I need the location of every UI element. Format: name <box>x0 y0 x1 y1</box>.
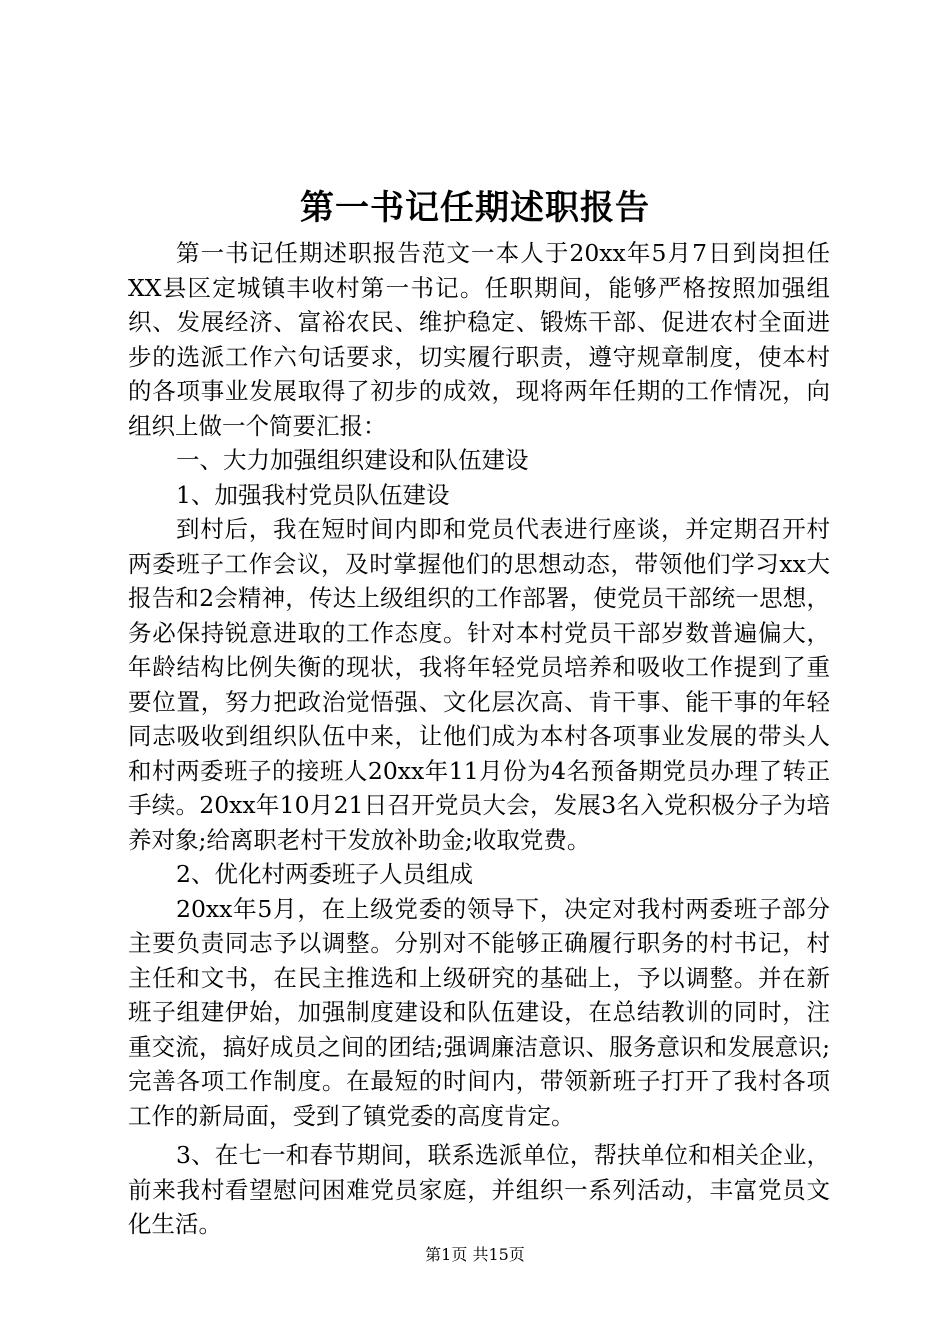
paragraph-holiday-activities: 3、在七一和春节期间，联系选派单位，帮扶单位和相关企业，前来我村看望慰问困难党员家庭，并组织一系列活动，丰富党员文化生活。 <box>128 1141 830 1238</box>
page-number-footer: 第1页 共15页 <box>425 1245 525 1264</box>
subsection-heading-1: 1、加强我村党员队伍建设 <box>176 480 450 509</box>
document-title: 第一书记任期述职报告 <box>300 188 650 228</box>
paragraph-party-building: 到村后，我在短时间内即和党员代表进行座谈，并定期召开村两委班子工作会议，及时掌握他们的思想动态，带领他们学习xx大报告和2会精神，传达上级组织的工作部署，使党员干部统一思想，务必保持锐意进取的工作态度。针对本村党员干部岁数普遍偏大，年龄结构比例失衡的现状，我将年轻党员培养和吸收工作提到了重要位置，努力把政治觉悟强、文化层次高、肯干事、能干事的年轻同志吸收到组织队伍中来，让他们成为本村各项事业发展的带头人和村两委班子的接班人20xx年11月份为4名预备期党员办理了转正手续。20xx年10月21日召开党员大会，发展3名入党积极分子为培养对象;给离职老村干发放补助金;收取党费。 <box>128 515 830 854</box>
document-body <box>128 236 830 1242</box>
section-heading-1: 一、大力加强组织建设和队伍建设 <box>176 446 529 474</box>
paragraph-committee-adjustment: 20xx年5月，在上级党委的领导下，决定对我村两委班子部分主要负责同志予以调整。分别对不能够正确履行职务的村书记，村主任和文书，在民主推选和上级研究的基础上，予以调整。并在新班子组建伊始，加强制度建设和队伍建设，在总结教训的同时，注重交流，搞好成员之间的团结;强调廉洁意识、服务意识和发展意识;完善各项工作制度。在最短的时间内，带领新班子打开了我村各项工作的新局面，受到了镇党委的高度肯定。 <box>128 894 830 1130</box>
subsection-heading-2: 2、优化村两委班子人员组成 <box>176 860 473 888</box>
paragraph-intro: 第一书记任期述职报告范文一本人于20xx年5月7日到岗担任XX县区定城镇丰收村第一书记。任职期间，能够严格按照加强组织、发展经济、富裕农民、维护稳定、锻炼干部、促进农村全面进步的选派工作六句话要求，切实履行职责，遵守规章制度，使本村的各项事业发展取得了初步的成效，现将两年任期的工作情况，向组织上做一个简要汇报： <box>128 239 830 440</box>
